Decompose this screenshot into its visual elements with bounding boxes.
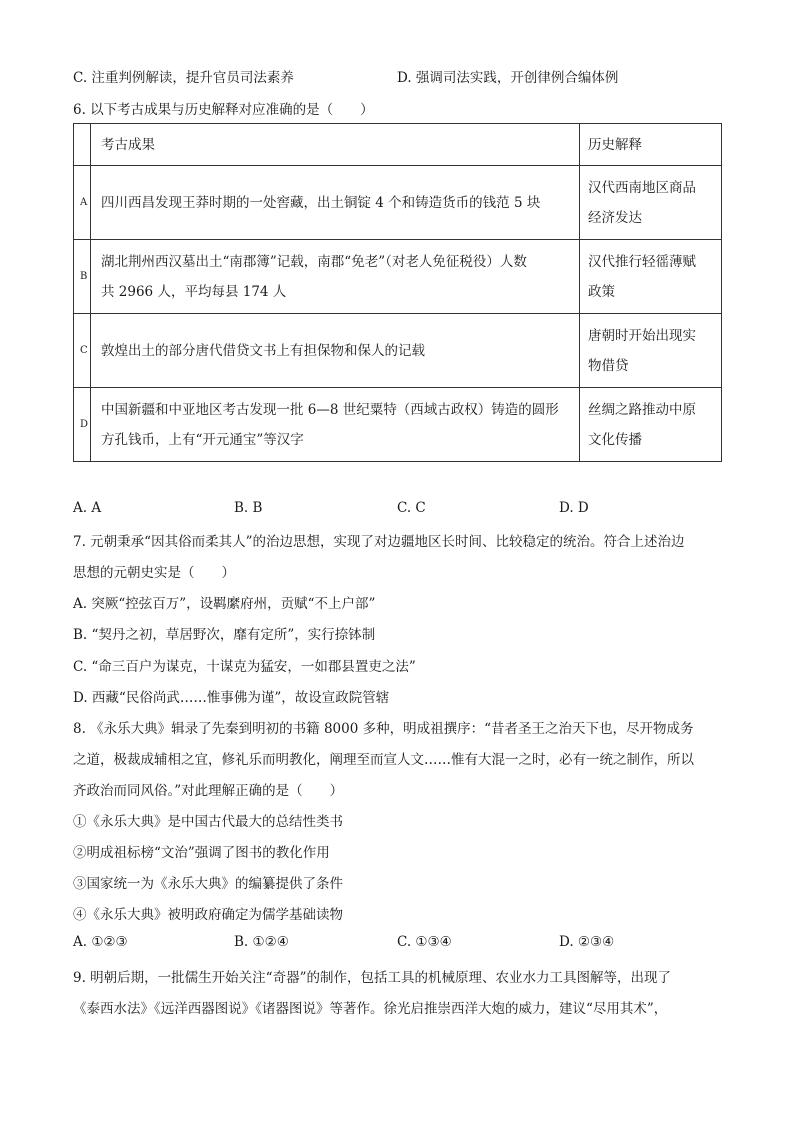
table-row — [74, 388, 722, 462]
q6-option-d: D. D — [559, 500, 589, 516]
header-label-cell — [74, 124, 91, 166]
q8-statement-3: ③国家统一为《永乐大典》的编纂提供了条件 — [73, 876, 343, 892]
finding-text: 中国新疆和中亚地区考古发现一批 6—8 世纪粟特（西域古政权）铸造的圆形 — [101, 401, 559, 418]
finding-text: 四川西昌发现王莽时期的一处窖藏，出土铜锭 4 个和铸造货币的钱范 5 块 — [101, 194, 541, 211]
q8-statement-2: ②明成祖标榜“文治”强调了图书的教化作用 — [73, 845, 330, 861]
q6-table — [73, 123, 722, 462]
q7-stem-line1: 7. 元朝秉承“因其俗而柔其人”的治边思想，实现了对边疆地区长时间、比较稳定的统治。符合上述治边 — [73, 534, 685, 550]
finding-text: 敦煌出土的部分唐代借贷文书上有担保物和保人的记载 — [101, 342, 425, 359]
q8-option-a: A. ①②③ — [73, 934, 128, 950]
interp-line: 文化传播 — [588, 431, 642, 448]
interp-cell — [580, 240, 722, 314]
interp-line: 汉代西南地区商品 — [588, 179, 696, 196]
q9-stem-line1: 9. 明朝后期，一批儒生开始关注“奇器”的制作，包括工具的机械原理、农业水力工具图解等，出现了 — [73, 970, 671, 986]
q8-option-c: C. ①③④ — [397, 934, 452, 950]
q8-statement-1: ①《永乐大典》是中国古代最大的总结性类书 — [73, 814, 343, 830]
q6-option-a: A. A — [73, 500, 102, 516]
finding-cell — [91, 314, 580, 388]
header-col-findings: 考古成果 — [91, 124, 580, 166]
q8-option-b: B. ①②④ — [234, 934, 289, 950]
interp-line: 唐朝时开始出现实 — [588, 327, 696, 344]
q7-option-d: D. 西藏“民俗尚武……惟事佛为谨”，故设宣政院管辖 — [73, 690, 390, 706]
finding-text: 湖北荆州西汉墓出土“南郡簿”记载，南郡“免老”（对老人免征税役）人数 — [101, 253, 527, 270]
interp-cell — [580, 166, 722, 240]
finding-cell — [91, 240, 580, 314]
table-row — [74, 240, 722, 314]
q7-option-c: C. “命三百户为谋克，十谋克为猛安，一如郡县置吏之法” — [73, 659, 416, 675]
q8-stem-line2: 之道，极裁成辅相之宜，修礼乐而明教化，阐理至而宣人文……惟有大混一之时，必有一统之制作，所以 — [73, 752, 694, 768]
interp-line: 丝绸之路推动中原 — [588, 401, 696, 418]
table-header-row — [74, 124, 722, 166]
row-label: C — [74, 314, 91, 388]
interp-cell — [580, 314, 722, 388]
interp-cell — [580, 388, 722, 462]
finding-text: 共 2966 人，平均每县 174 人 — [101, 283, 287, 300]
row-label: B — [74, 240, 91, 314]
q5-option-c: C. 注重判例解读，提升官员司法素养 — [73, 70, 294, 86]
q8-stem-line1: 8. 《永乐大典》辑录了先秦到明初的书籍 8000 多种，明成祖撰序：“昔者圣王之治天下也，尽开物成务 — [73, 721, 694, 737]
interp-line: 政策 — [588, 283, 615, 300]
q5-option-d: D. 强调司法实践，开创律例合编体例 — [397, 70, 619, 86]
row-label: A — [74, 166, 91, 240]
q8-stem-line3: 齐政治而同风俗。”对此理解正确的是（ ） — [73, 783, 344, 799]
q9-stem-line2: 《泰西水法》《远洋西器图说》《诸器图说》等著作。徐光启推崇西洋大炮的威力，建议“尽用其术”， — [73, 1001, 668, 1017]
q8-option-d: D. ②③④ — [559, 934, 615, 950]
header-col-interpretation: 历史解释 — [580, 124, 722, 166]
table-row — [74, 166, 722, 240]
q6-option-b: B. B — [234, 500, 263, 516]
q8-statement-4: ④《永乐大典》被明政府确定为儒学基础读物 — [73, 907, 343, 923]
q7-option-b: B. “契丹之初，草居野次，靡有定所”，实行捺钵制 — [73, 627, 376, 643]
interp-line: 物借贷 — [588, 357, 629, 374]
finding-cell — [91, 388, 580, 462]
q6-option-c: C. C — [397, 500, 426, 516]
interp-line: 汉代推行轻徭薄赋 — [588, 253, 696, 270]
q7-stem-line2: 思想的元朝史实是（ ） — [73, 565, 235, 581]
interp-line: 经济发达 — [588, 209, 642, 226]
q7-option-a: A. 突厥“控弦百万”，设羁縻府州，贡赋“不上户部” — [73, 596, 376, 612]
q6-stem: 6. 以下考古成果与历史解释对应准确的是（ ） — [73, 102, 374, 118]
finding-cell — [91, 166, 580, 240]
finding-text: 方孔钱币，上有“开元通宝”等汉字 — [101, 431, 304, 448]
table-row — [74, 314, 722, 388]
row-label: D — [74, 388, 91, 462]
